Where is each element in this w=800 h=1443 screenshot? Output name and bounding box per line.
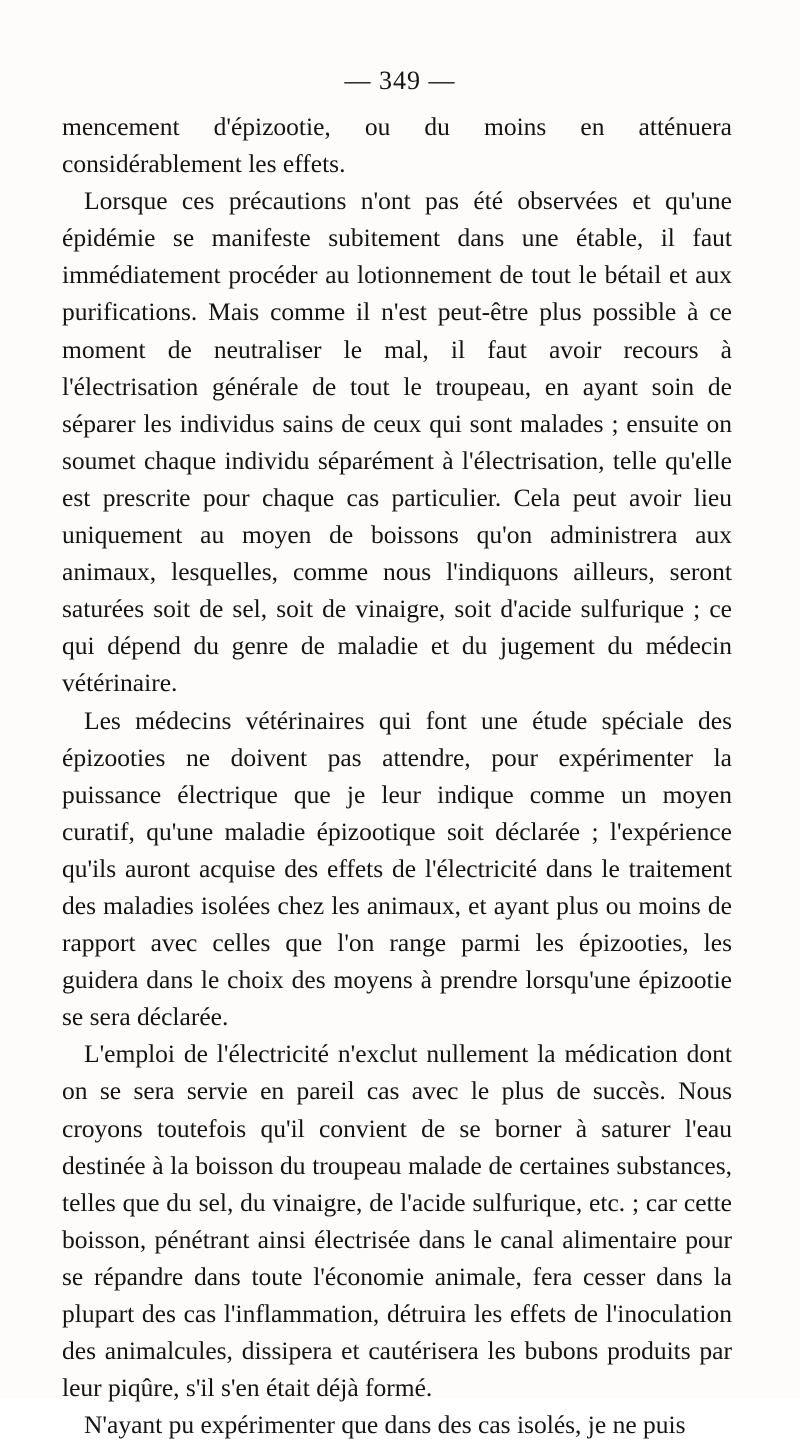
body-text [62,108,732,1443]
paragraph-veterinarians: Les médecins vétérinaires qui font une étude spéciale des épizooties ne doivent pas attendre, pour expérimenter la puissance électrique que je leur indique comme un moyen curatif, qu'une maladie épizootique soit déclarée ; l'expérience qu'ils auront acquise des effets de l'électricité dans le traitement des maladies isolées chez les animaux, et ayant plus ou moins de rapport avec celles que l'on range parmi les épizooties, les guidera dans le choix des moyens à prendre lorsqu'une épizootie se sera déclarée. [62,705,732,1032]
paragraph-continuation: mencement d'épizootie, ou du moins en atténuera considérablement les effets. [62,112,732,179]
paragraph-precautions: Lorsque ces précautions n'ont pas été observées et qu'une épidémie se manifeste subitement dans une étable, il faut immédiatement procéder au lotionnement de tout le bétail et aux purifications. Mais comme il n'est peut-être plus possible à ce moment de neutraliser le mal, il faut avoir recours à l'électrisation générale de tout le troupeau, en ayant soin de séparer les individus sains de ceux qui sont malades ; ensuite on soumet chaque individu séparément à l'électrisation, telle qu'elle est prescrite pour chaque cas particulier. Cela peut avoir lieu uniquement au moyen de boissons qu'on administrera aux animaux, lesquelles, comme nous l'indiquons ailleurs, seront saturées soit de sel, soit de vinaigre, soit d'acide sulfurique ; ce qui dépend du genre de maladie et du jugement du médecin vétérinaire. [62,186,732,698]
paragraph-electricity-use: L'emploi de l'électricité n'exclut nullement la médication dont on se sera servie en pareil cas avec le plus de succès. Nous croyons toutefois qu'il convient de se borner à saturer l'eau destinée à la boisson du troupeau malade de certaines substances, telles que du sel, du vinaigre, de l'acide sulfurique, etc. ; car cette boisson, pénétrant ainsi électrisée dans le canal alimentaire pour se répandre dans toute l'économie animale, fera cesser dans la plupart des cas l'inflammation, détruira les effets de l'inoculation des animalcules, dissipera et cautérisera les bubons produits par leur piqûre, s'il s'en était déjà formé. [62,1039,732,1403]
paragraph-closing: N'ayant pu expérimenter que dans des cas isolés, je ne puis [84,1410,686,1440]
page-number: — 349 — [344,66,456,95]
